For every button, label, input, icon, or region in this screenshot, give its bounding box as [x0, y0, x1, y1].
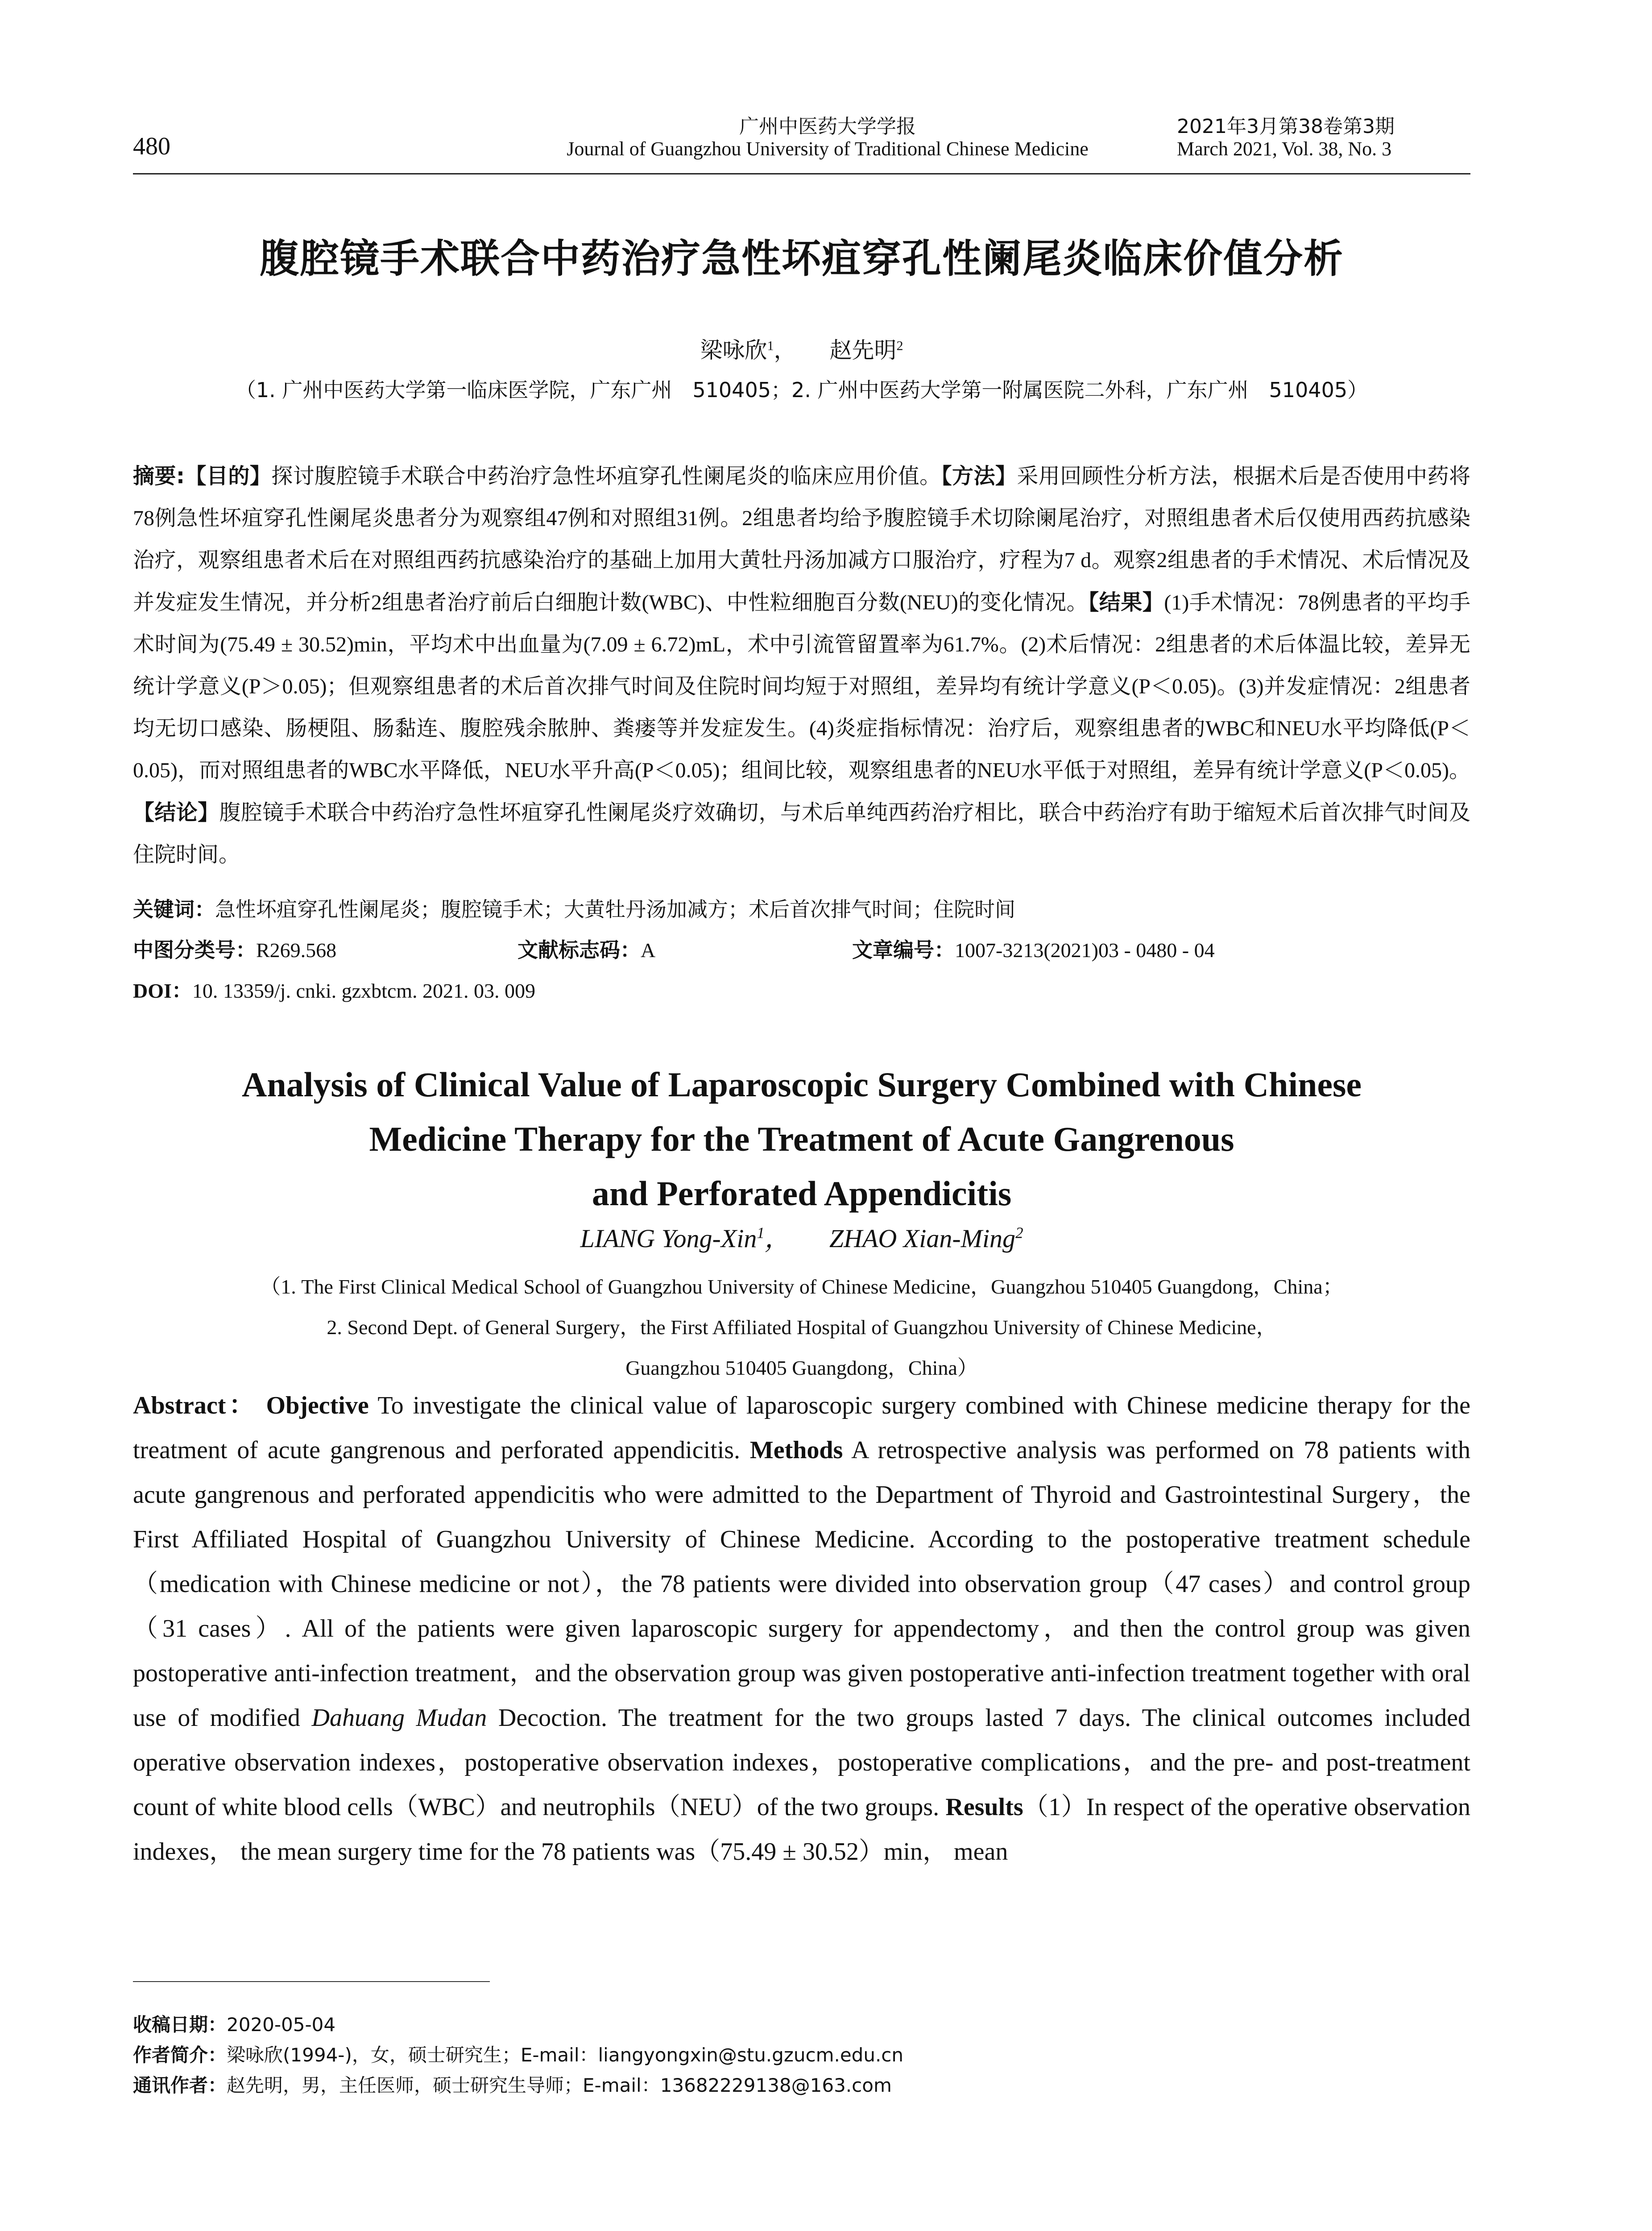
author-separator: ，: [774, 338, 796, 363]
affiliation-marker: 2: [896, 338, 903, 353]
keywords: [133, 893, 1470, 923]
title-line: Analysis of Clinical Value of Laparoscopic Surgery Combined with Chinese: [242, 1065, 1362, 1104]
authors-cn: [133, 332, 1470, 365]
doc-code-value: A: [641, 939, 656, 962]
affiliation-marker: 1: [757, 1224, 765, 1242]
title-line: and Perforated Appendicitis: [592, 1174, 1012, 1213]
article-title-en: [133, 1057, 1470, 1221]
author-info-value: 梁咏欣(1994-)，女，硕士研究生；E-mail：liangyongxin@stu.gzucm.edu.cn: [227, 2044, 904, 2066]
abstract-label: 摘要:: [133, 464, 185, 489]
affiliation-line: Guangzhou 510405 Guangdong，China）: [625, 1356, 978, 1379]
author-name: LIANG Yong-Xin: [580, 1224, 757, 1253]
footnote-corresponding: [133, 2071, 892, 2098]
article-no-value: 1007-3213(2021)03 - 0480 - 04: [955, 939, 1215, 962]
affiliation-marker: 1: [767, 338, 774, 353]
conclusion-label: 【结论】: [133, 800, 219, 825]
author-name: ZHAO Xian-Ming: [829, 1224, 1016, 1253]
doc-code-label: 文献标志码：: [518, 938, 641, 962]
abstract-cn: [133, 455, 1470, 876]
methods-text-continued: Decoction. The treatment for the two groups lasted 7 days. The clinical outcomes included operative observation indexes，postoperative observation indexes，postoperative complications，and the pre- and post-treatment count of white blood cells（WBC）and neutrophils（NEU）of the two groups.: [133, 1704, 1470, 1821]
formula-name: Dahuang Mudan: [311, 1704, 487, 1732]
article-no-label: 文章编号：: [852, 938, 955, 962]
objective-label: 【目的】: [185, 464, 272, 489]
conclusion-text: 腹腔镜手术联合中药治疗急性坏疽穿孔性阑尾炎疗效确切，与术后单纯西药治疗相比，联合中药治疗有助于缩短术后首次排气时间及住院时间。: [133, 801, 1470, 867]
journal-name-en: Journal of Guangzhou University of Traditional Chinese Medicine: [567, 138, 1089, 160]
objective-text: To investigate the clinical value of laparoscopic surgery combined with Chinese medicine therapy for the treatment of acute gangrenous and perforated appendicitis.: [133, 1392, 1470, 1464]
title-line: Medicine Therapy for the Treatment of Acute Gangrenous: [369, 1120, 1234, 1158]
keywords-label: 关键词：: [133, 897, 215, 921]
results-text: （1）In respect of the operative observation indexes， the mean surgery time for the 78 patients was（75.49 ± 30.52）min， mean: [133, 1793, 1470, 1866]
page-number: 480: [133, 133, 170, 160]
received-value: 2020-05-04: [227, 2014, 336, 2036]
authors-en: [133, 1217, 1470, 1255]
article-number: [852, 934, 1215, 963]
methods-label: Methods: [749, 1436, 843, 1464]
results-text: (1)手术情况：78例患者的平均手术时间为(75.49 ± 30.52)min，平均术中出血量为(7.09 ± 6.72)mL，术中引流管留置率为61.7%。(2)术后情况：2组患者的术后体温比较，差异无统计学意义(P＞0.05)；但观察组患者的术后首次排气时间及住院时间均短于对照组，差异均有统计学意义(P＜0.05)。(3)并发症情况：2组患者均无切口感染、肠梗阻、肠黏连、腹腔残余脓肿、粪瘘等并发症发生。(4)炎症指标情况：治疗后，观察组患者的WBC和NEU水平均降低(P＜0.05)，而对照组患者的WBC水平降低，NEU水平升高(P＜0.05)；组间比较，观察组患者的NEU水平低于对照组，差异有统计学意义(P＜0.05)。: [133, 591, 1470, 782]
results-label: 【结果】: [1088, 590, 1164, 615]
objective-label: Objective: [266, 1392, 369, 1419]
received-label: 收稿日期：: [133, 2014, 227, 2036]
author-info-label: 作者简介：: [133, 2044, 227, 2066]
affiliation-line: （1. The First Clinical Medical School of Guangzhou University of Chinese Medicine，Guangzhou 510405 Guangdong，China；: [260, 1275, 1343, 1298]
author-name: 赵先明: [829, 338, 897, 363]
objective-text: 探讨腹腔镜手术联合中药治疗急性坏疽穿孔性阑尾炎的临床应用价值。: [271, 464, 941, 488]
methods-text: A retrospective analysis was performed on 78 patients with acute gangrenous and perforated appendicitis who were admitted to the Department of Thyroid and Gastrointestinal Surgery，the First Affiliated Hospital of Guangzhou University of Chinese Medicine. According to the postoperative treatment schedule（medication with Chinese medicine or not），the 78 patients were divided into observation group（47 cases）and control group（31 cases）. All of the patients were given laparoscopic surgery for appendectomy，and then the control group was given postoperative anti-infection treatment，and the observation group was given postoperative anti-infection treatment together with oral use of modified: [133, 1436, 1470, 1732]
clc-value: R269.568: [256, 939, 337, 962]
affiliations-cn: （1. 广州中医药大学第一临床医学院，广东广州 510405；2. 广州中医药大学第一附属医院二外科，广东广州 510405）: [235, 378, 1368, 402]
issue-info-cn: 2021年3月第38卷第3期: [1177, 115, 1395, 138]
journal-name-cn: 广州中医药大学学报: [739, 115, 916, 138]
doi: [133, 975, 535, 1004]
keywords-value: 急性坏疽穿孔性阑尾炎；腹腔镜手术；大黄牡丹汤加减方；术后首次排气时间；住院时间: [215, 898, 1015, 921]
affiliations-en: [133, 1266, 1470, 1388]
document-code: [518, 934, 655, 963]
doi-label: DOI：: [133, 979, 192, 1002]
footnote-divider: [133, 1981, 490, 1982]
header-divider: [133, 173, 1470, 174]
methods-text: 采用回顾性分析方法，根据术后是否使用中药将78例急性坏疽穿孔性阑尾炎患者分为观察组47例和对照组31例。2组患者均给予腹腔镜手术切除阑尾治疗，对照组患者术后仅使用西药抗感染治疗，观察组患者术后在对照组西药抗感染治疗的基础上加用大黄牡丹汤加减方口服治疗，疗程为7 d。观察2组患者的手术情况、术后情况及并发症发生情况，并分析2组患者治疗前后白细胞计数(WBC)、中性粒细胞百分数(NEU)的变化情况。: [133, 464, 1470, 614]
results-label: Results: [945, 1793, 1023, 1821]
footnote-received: [133, 2010, 335, 2037]
abstract-label: Abstract：: [133, 1392, 257, 1419]
clc-number: [133, 934, 336, 963]
footnote-author: [133, 2040, 903, 2067]
corresponding-value: 赵先明，男，主任医师，硕士研究生导师；E-mail：13682229138@163.com: [227, 2074, 892, 2096]
issue-info-en: March 2021, Vol. 38, No. 3: [1177, 138, 1392, 160]
corresponding-label: 通讯作者：: [133, 2074, 227, 2096]
author-name: 梁咏欣: [700, 338, 767, 363]
affiliation-line: 2. Second Dept. of General Surgery，the First Affiliated Hospital of Guangzhou University of Chinese Medicine，: [327, 1316, 1277, 1339]
doi-value[interactable]: 10. 13359/j. cnki. gzxbtcm. 2021. 03. 009: [192, 979, 536, 1002]
author-separator: ，: [764, 1224, 791, 1253]
affiliation-marker: 2: [1015, 1224, 1023, 1242]
clc-label: 中图分类号：: [133, 938, 256, 962]
article-title-cn: 腹腔镜手术联合中药治疗急性坏疽穿孔性阑尾炎临床价值分析: [259, 236, 1344, 282]
methods-label: 【方法】: [941, 464, 1017, 489]
abstract-en: [133, 1383, 1470, 1874]
